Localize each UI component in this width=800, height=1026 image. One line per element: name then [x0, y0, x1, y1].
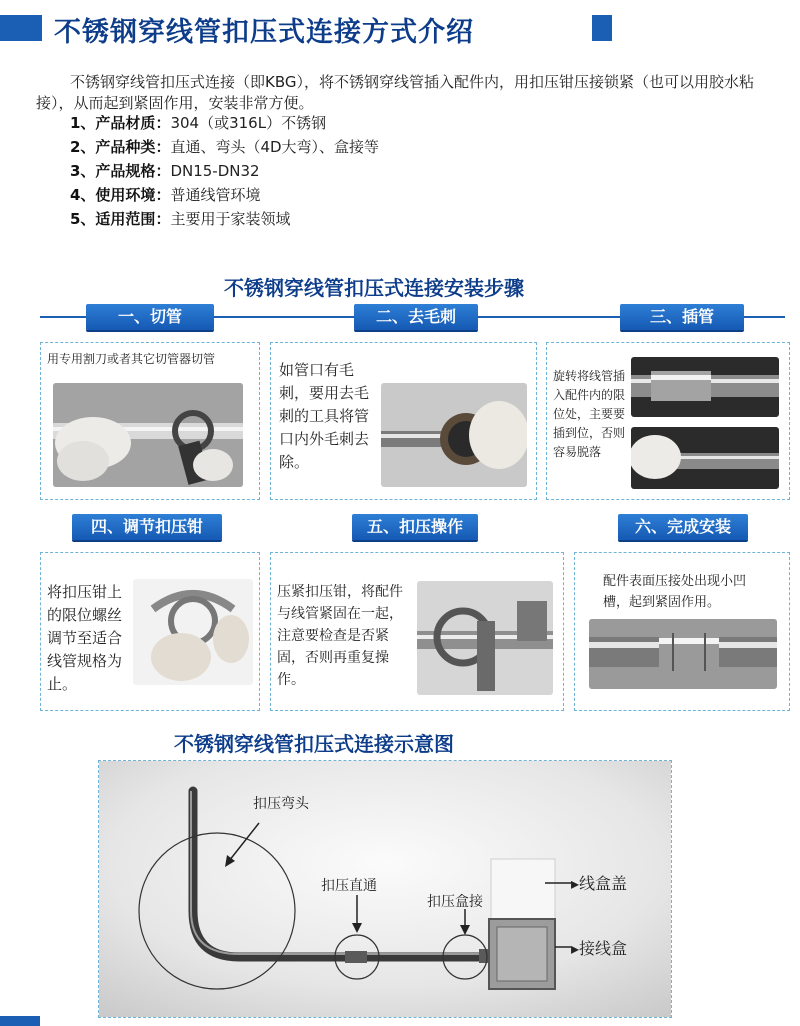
spec-label: 2、产品种类：: [70, 138, 171, 156]
step-caption: 配件表面压接处出现小凹槽，起到紧固作用。: [603, 574, 747, 610]
cut-photo: [53, 383, 243, 487]
step-tab-insert: 三、插管: [620, 304, 744, 330]
step-caption: 如管口有毛刺，要用去毛刺的工具将管口内外毛刺去除。: [279, 361, 370, 471]
step-tab-deburr: 二、去毛刺: [354, 304, 478, 330]
spec-label: 4、使用环境：: [70, 186, 171, 204]
step-caption: 将扣压钳上的限位螺丝调节至适合线管规格为止。: [47, 583, 123, 693]
spec-sizes: [70, 159, 379, 183]
spec-value: 普通线管环境: [170, 186, 261, 204]
step-card-crimp: [270, 552, 564, 711]
footer-corner-accent: [0, 1016, 40, 1026]
step-card-insert: [546, 342, 790, 500]
page-title: 不锈钢穿线管扣压式连接方式介绍: [54, 17, 474, 48]
spec-value: 主要用于家装领域: [170, 210, 291, 228]
spec-value: 304（或316L）不锈钢: [170, 114, 327, 132]
steps-section-title: 不锈钢穿线管扣压式连接安装步骤: [224, 276, 524, 300]
step-tab-cut: 一、切管: [86, 304, 214, 330]
spec-material: [70, 111, 379, 135]
arrow-icon: ▸: [571, 939, 580, 958]
connection-diagram: [98, 760, 672, 1018]
complete-photo: [589, 619, 777, 689]
spec-value: DN15-DN32: [170, 162, 260, 180]
spec-scope: [70, 207, 379, 231]
step-tab-complete: 六、完成安装: [618, 514, 748, 540]
label-box-cover: [571, 871, 627, 894]
label-crimp-elbow: 扣压弯头: [253, 796, 309, 812]
label-crimp-straight: 扣压直通: [321, 878, 377, 894]
label-box-cover-text: 线盒盖: [579, 874, 628, 893]
spec-label: 1、产品材质：: [70, 114, 171, 132]
step-tab-crimp: 五、扣压操作: [352, 514, 478, 540]
header-left-bar: [0, 15, 42, 41]
label-junction-box: [571, 936, 627, 959]
insert-photo-bottom: [631, 427, 779, 489]
insert-photo-top: [631, 357, 779, 417]
step-card-adjust-pliers: [40, 552, 260, 711]
deburr-photo: [381, 383, 527, 487]
step-card-cut: [40, 342, 260, 500]
step-caption: 压紧扣压钳，将配件与线管紧固在一起，注意要检查是否紧固，否则再重复操作。: [277, 584, 403, 688]
label-crimp-box-joint: 扣压盒接: [427, 894, 483, 910]
spec-label: 5、适用范围：: [70, 210, 171, 228]
step-caption: 用专用割刀或者其它切管器切管: [47, 352, 216, 366]
header-right-bar: [592, 15, 612, 41]
step-card-deburr: [270, 342, 537, 500]
intro-paragraph: 不锈钢穿线管扣压式连接（即KBG），将不锈钢穿线管插入配件内，用扣压钳压接锁紧（也可以用胶水粘接），从而起到紧固作用，安装非常方便。: [36, 73, 754, 112]
adjust-pliers-photo: [133, 579, 253, 685]
label-junction-box-text: 接线盒: [579, 939, 628, 958]
spec-label: 3、产品规格：: [70, 162, 171, 180]
arrow-icon: ▸: [571, 874, 580, 893]
spec-types: [70, 135, 379, 159]
step-tab-adjust-pliers: 四、调节扣压钳: [72, 514, 222, 540]
spec-environment: [70, 183, 379, 207]
step-caption: 旋转将线管插入配件内的限位处，主要要插到位，否则容易脱落: [553, 369, 626, 459]
crimp-photo: [417, 581, 553, 695]
spec-list: [70, 111, 379, 231]
step-card-complete: [574, 552, 790, 711]
spec-value: 直通、弯头（4D大弯）、盒接等: [170, 138, 380, 156]
diagram-title: 不锈钢穿线管扣压式连接示意图: [174, 732, 454, 756]
